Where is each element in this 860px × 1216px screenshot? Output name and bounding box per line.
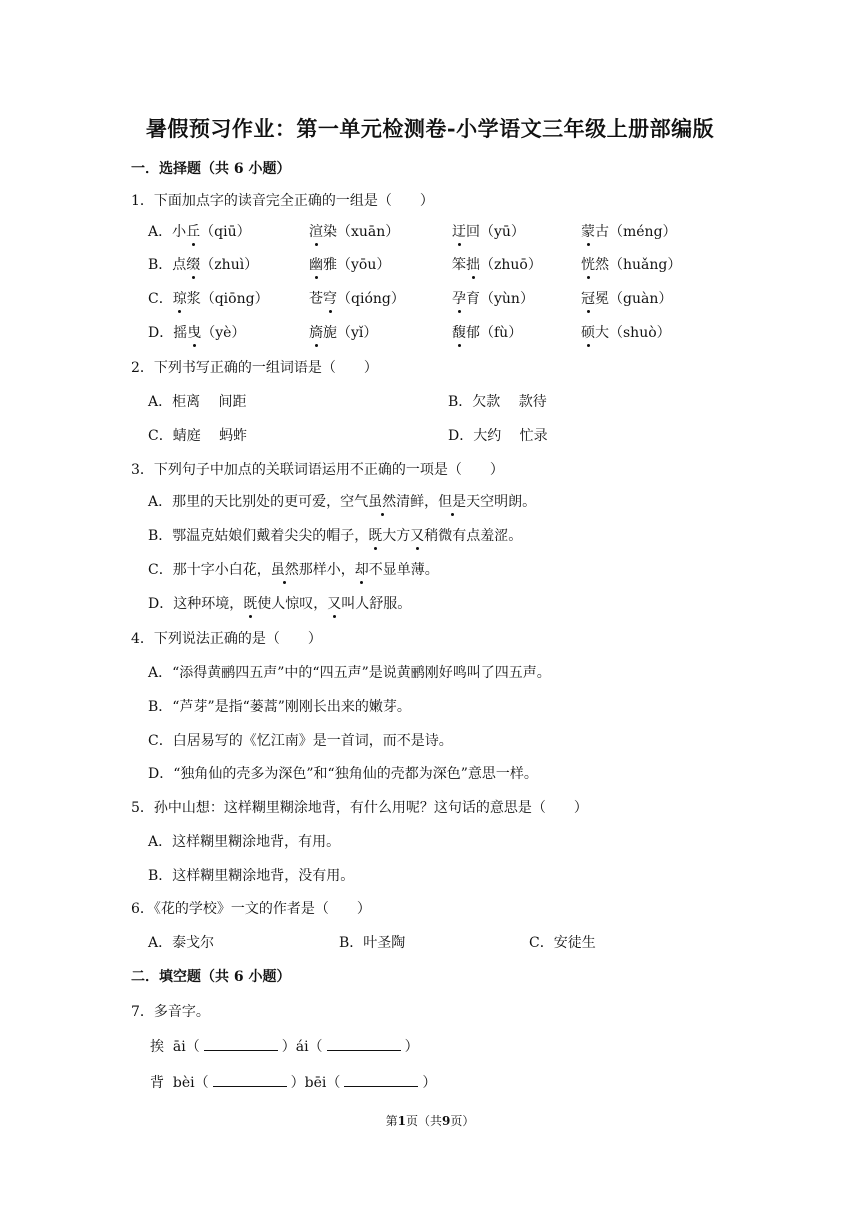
section-heading-fill: 二．填空题（共 6 小题） (131, 969, 291, 985)
question-2-stem: 2．下列书写正确的一组词语是（ ） (131, 360, 378, 376)
question-4-option-b: B．“芦芽”是指“蒌蒿”刚刚长出来的嫩芽。 (148, 699, 411, 715)
question-2-option-c: C．蜻庭 蚂蚱 (148, 428, 248, 444)
question-3-option-a: A．那里的天比别处的更可爱，空气虽然清鲜，但是天空明朗。 (148, 494, 537, 510)
question-3-option-d: D．这种环境，既使人惊叹，又叫人舒服。 (148, 596, 412, 612)
option-item: 恍然（huǎng） (581, 257, 682, 273)
answer-blank[interactable] (344, 1074, 418, 1087)
question-7-row-2: 背 bèi（ ）bēi（ ） (150, 1075, 437, 1091)
option-item: C．琼浆（qiōng） (148, 291, 269, 307)
question-4-option-a: A．“添得黄鹂四五声”中的“四五声”是说黄鹂刚好鸣叫了四五声。 (148, 665, 551, 681)
option-item: B．点缀（zhuì） (148, 257, 259, 273)
question-7-stem: 7．多音字。 (131, 1004, 210, 1020)
page-title: 暑假预习作业：第一单元检测卷-小学语文三年级上册部编版 (145, 116, 715, 141)
question-2-option-d: D．大约 忙录 (448, 428, 548, 444)
question-2-option-b: B．欠款 款待 (448, 394, 547, 410)
question-4-stem: 4．下列说法正确的是（ ） (131, 631, 322, 647)
question-1-stem: 1．下面加点字的读音完全正确的一组是（ ） (131, 193, 434, 209)
option-item: 硕大（shuò） (581, 325, 671, 341)
option-item: 旖旎（yǐ） (309, 325, 378, 341)
question-6-option-b: B．叶圣陶 (339, 935, 406, 951)
answer-blank[interactable] (204, 1038, 278, 1051)
question-4-option-d: D．“独角仙的壳多为深色”和“独角仙的壳都为深色”意思一样。 (148, 766, 538, 782)
question-6-stem: 6．《花的学校》一文的作者是（ ） (131, 901, 371, 917)
question-5-option-b: B．这样糊里糊涂地背，没有用。 (148, 868, 355, 884)
section-heading-choice: 一．选择题（共 6 小题） (131, 161, 291, 177)
answer-blank[interactable] (327, 1038, 401, 1051)
question-7-row-1: 挨 āi（ ）ái（ ） (150, 1039, 419, 1055)
question-3-option-b: B．鄂温克姑娘们戴着尖尖的帽子，既大方又稍微有点羞涩。 (148, 528, 523, 544)
option-item: 笨拙（zhuō） (452, 257, 542, 273)
question-2-option-a: A．柜离 间距 (148, 394, 247, 410)
page-footer: 第1页（共9页） (385, 1114, 475, 1128)
answer-blank[interactable] (213, 1074, 287, 1087)
option-item: 馥郁（fù） (452, 325, 523, 341)
option-item: A．小丘（qiū） (148, 224, 251, 240)
question-3-stem: 3．下列句子中加点的关联词语运用不正确的一项是（ ） (131, 462, 504, 478)
option-item: 迂回（yū） (452, 224, 525, 240)
question-6-option-c: C．安徒生 (529, 935, 596, 951)
question-3-option-c: C．那十字小白花，虽然那样小，却不显单薄。 (148, 562, 439, 578)
question-5-stem: 5．孙中山想：这样糊里糊涂地背，有什么用呢？这句话的意思是（ ） (131, 800, 588, 816)
option-item: D．摇曳（yè） (148, 325, 246, 341)
question-4-option-c: C．白居易写的《忆江南》是一首词，而不是诗。 (148, 733, 453, 749)
question-5-option-a: A．这样糊里糊涂地背，有用。 (148, 834, 341, 850)
option-item: 渲染（xuān） (309, 224, 400, 240)
option-item: 孕育（yùn） (452, 291, 534, 307)
question-6-option-a: A．泰戈尔 (148, 935, 215, 951)
option-item: 苍穹（qióng） (309, 291, 405, 307)
option-item: 冠冕（guàn） (581, 291, 673, 307)
option-item: 蒙古（méng） (581, 224, 677, 240)
option-item: 幽雅（yōu） (309, 257, 391, 273)
